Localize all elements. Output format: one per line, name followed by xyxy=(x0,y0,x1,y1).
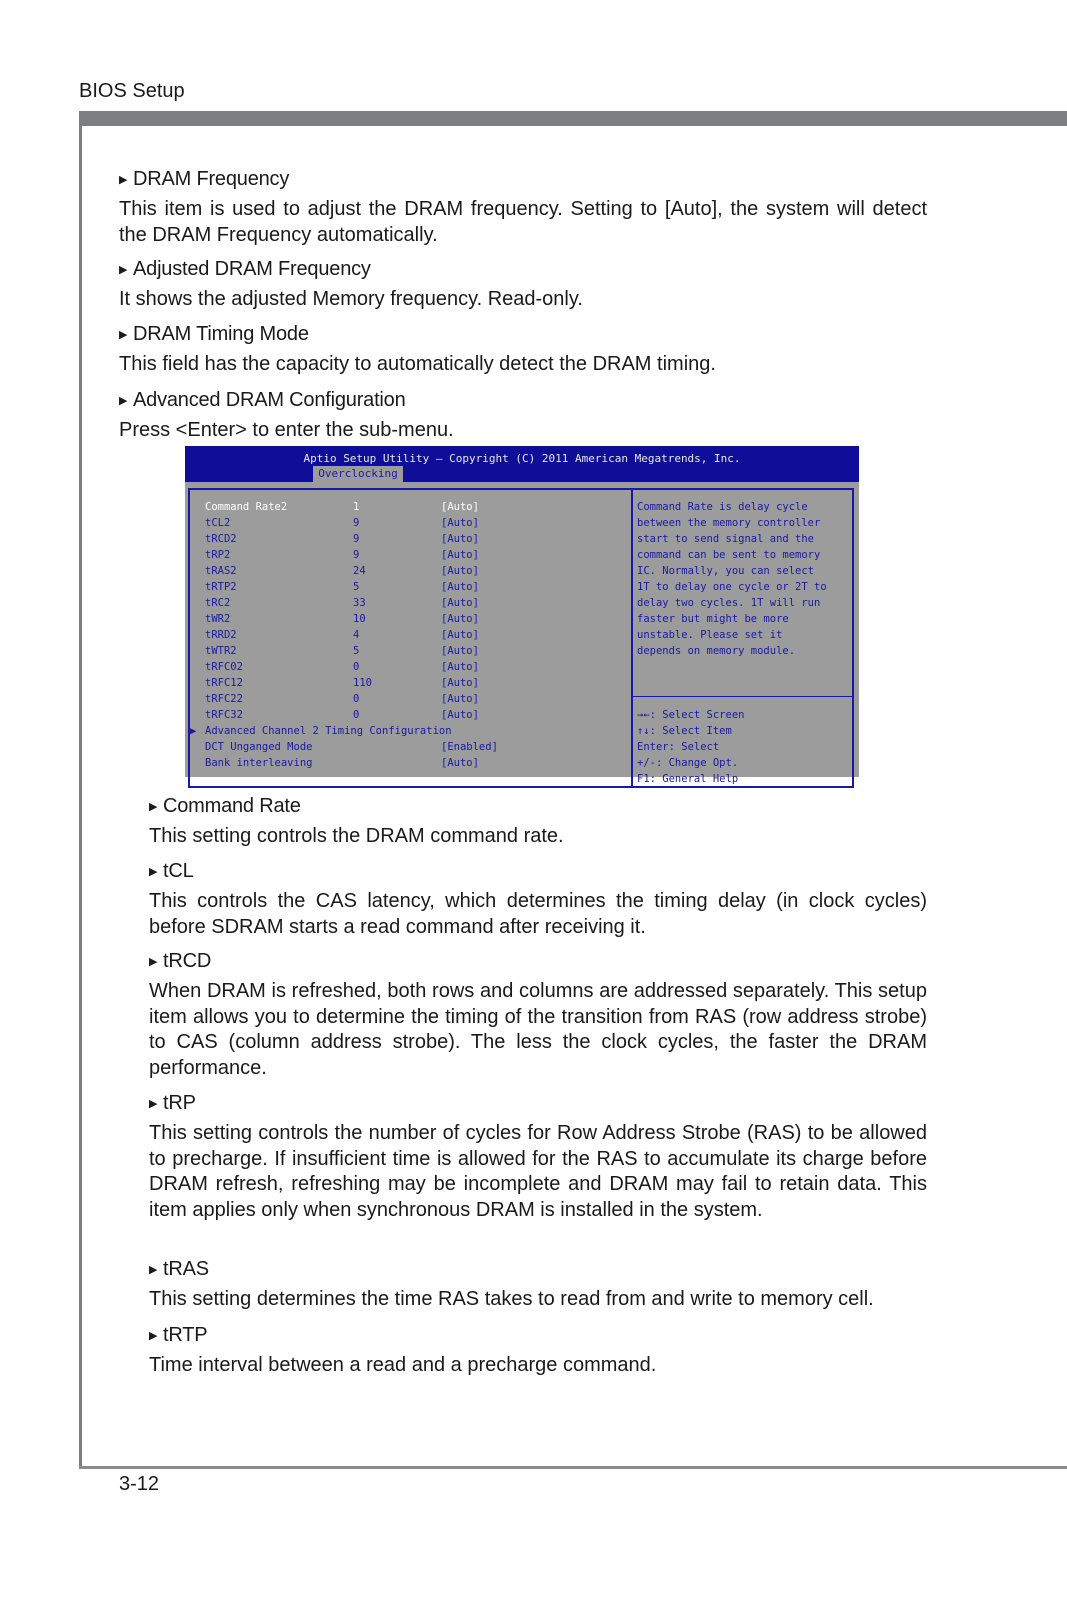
bios-row-trfc32[interactable]: tRFC32 0 [Auto] xyxy=(205,709,479,721)
bios-settings-list xyxy=(185,499,625,771)
key-hint: Enter: Select xyxy=(637,741,720,753)
bios-row-dct-unganged-mode[interactable]: DCT Unganged Mode [Enabled] xyxy=(205,741,498,753)
bios-row-trcd2[interactable]: tRCD2 9 [Auto] xyxy=(205,533,479,545)
bios-row-twtr2[interactable]: tWTR2 5 [Auto] xyxy=(205,645,479,657)
help-line: depends on memory module. xyxy=(637,645,796,657)
bios-row-command-rate2[interactable]: Command Rate2 1 [Auto] xyxy=(205,501,479,513)
bios-key-legend xyxy=(637,707,857,787)
help-line: between the memory controller xyxy=(637,517,821,529)
bios-row-tras2[interactable]: tRAS2 24 [Auto] xyxy=(205,565,479,577)
page-number: 3-12 xyxy=(119,1473,160,1495)
section-body: It shows the adjusted Memory frequency. Read-only. xyxy=(119,288,583,310)
help-line: IC. Normally, you can select xyxy=(637,565,815,577)
bios-tab-overclocking[interactable]: Overclocking xyxy=(313,466,403,482)
section-advanced-dram-configuration xyxy=(119,389,927,444)
help-line: 1T to delay one cycle or 2T to xyxy=(637,581,827,593)
section-tras xyxy=(149,1258,927,1313)
section-body: This field has the capacity to automatically detect the DRAM timing. xyxy=(119,353,716,375)
triangle-bullet-icon: ▶ xyxy=(149,956,158,968)
section-body: This setting controls the number of cycles for Row Address Strobe (RAS) to be allowed to precharge. If insufficient time is allowed for the RAS to accumulate its charge before DRAM refresh, refreshing may be incomplete and DRAM may fail to retain data. This item applies only when synchronous DRAM is installed in the system. xyxy=(149,1122,927,1221)
section-body: Press <Enter> to enter the sub-menu. xyxy=(119,419,454,441)
bios-row-trc2[interactable]: tRC2 33 [Auto] xyxy=(205,597,479,609)
section-heading: ▶ tRCD xyxy=(149,950,212,972)
help-line: start to send signal and the xyxy=(637,533,815,545)
bios-help-separator xyxy=(633,696,853,697)
section-tcl xyxy=(149,860,927,940)
footer-rule xyxy=(79,1466,1067,1469)
section-trp xyxy=(149,1092,927,1223)
bios-row-bank-interleaving[interactable]: Bank interleaving [Auto] xyxy=(205,757,479,769)
section-body: This controls the CAS latency, which determines the timing delay (in clock cycles) before SDRAM starts a read command after receiving it. xyxy=(149,890,927,938)
header-bar xyxy=(79,111,1067,126)
help-line: unstable. Please set it xyxy=(637,629,783,641)
triangle-bullet-icon: ▶ xyxy=(149,1330,158,1342)
section-trcd xyxy=(149,950,927,1081)
bios-title: Aptio Setup Utility – Copyright (C) 2011 American Megatrends, Inc. xyxy=(303,452,741,465)
section-heading: ▶ Advanced DRAM Configuration xyxy=(119,389,406,411)
key-hint: →←: Select Screen xyxy=(637,709,745,721)
section-trtp xyxy=(149,1324,927,1379)
bios-row-trfc22[interactable]: tRFC22 0 [Auto] xyxy=(205,693,479,705)
triangle-bullet-icon: ▶ xyxy=(119,329,128,341)
key-hint: ↑↓: Select Item xyxy=(637,725,732,737)
key-hint: F1: General Help xyxy=(637,773,739,785)
bios-title-bar xyxy=(185,446,859,482)
key-hint: +/-: Change Opt. xyxy=(637,757,739,769)
help-line: faster but might be more xyxy=(637,613,789,625)
left-margin-rule xyxy=(79,111,82,1469)
triangle-bullet-icon: ▶ xyxy=(149,801,158,813)
triangle-bullet-icon: ▶ xyxy=(149,1098,158,1110)
bios-row-trfc12[interactable]: tRFC12 110 [Auto] xyxy=(205,677,479,689)
bios-row-trp2[interactable]: tRP2 9 [Auto] xyxy=(205,549,479,561)
submenu-arrow-icon: ▶ xyxy=(190,725,197,737)
section-heading: ▶ Adjusted DRAM Frequency xyxy=(119,258,371,280)
bios-row-tcl2[interactable]: tCL2 9 [Auto] xyxy=(205,517,479,529)
triangle-bullet-icon: ▶ xyxy=(119,264,128,276)
bios-divider xyxy=(631,488,633,788)
section-heading: ▶ tCL xyxy=(149,860,194,882)
bios-row-twr2[interactable]: tWR2 10 [Auto] xyxy=(205,613,479,625)
help-line: Command Rate is delay cycle xyxy=(637,501,808,513)
triangle-bullet-icon: ▶ xyxy=(119,395,128,407)
help-line: command can be sent to memory xyxy=(637,549,821,561)
section-heading: ▶ DRAM Frequency xyxy=(119,168,290,190)
help-line: delay two cycles. 1T will run xyxy=(637,597,821,609)
bios-screenshot xyxy=(185,446,859,785)
section-heading: ▶ Command Rate xyxy=(149,795,301,817)
bios-row-trtp2[interactable]: tRTP2 5 [Auto] xyxy=(205,581,479,593)
bios-help-text xyxy=(637,499,857,659)
section-command-rate xyxy=(149,795,927,850)
section-heading: ▶ tRTP xyxy=(149,1324,208,1346)
bios-row-trfc02[interactable]: tRFC02 0 [Auto] xyxy=(205,661,479,673)
section-dram-timing-mode xyxy=(119,323,927,378)
section-dram-frequency xyxy=(119,168,927,248)
triangle-bullet-icon: ▶ xyxy=(119,174,128,186)
section-heading: ▶ DRAM Timing Mode xyxy=(119,323,309,345)
triangle-bullet-icon: ▶ xyxy=(149,866,158,878)
triangle-bullet-icon: ▶ xyxy=(149,1264,158,1276)
section-body: Time interval between a read and a precharge command. xyxy=(149,1354,657,1376)
section-heading: ▶ tRAS xyxy=(149,1258,209,1280)
section-heading: ▶ tRP xyxy=(149,1092,196,1114)
section-body: This item is used to adjust the DRAM frequency. Setting to [Auto], the system will detect the DRAM Frequency automatically. xyxy=(119,198,927,246)
section-body: When DRAM is refreshed, both rows and columns are addressed separately. This setup item allows you to determine the timing of the transition from RAS (row address strobe) to CAS (column address strobe). The less the clock cycles, the faster the DRAM performance. xyxy=(149,980,927,1079)
section-body: This setting determines the time RAS takes to read from and write to memory cell. xyxy=(149,1288,874,1310)
section-adjusted-dram-frequency xyxy=(119,258,927,313)
bios-row-trrd2[interactable]: tRRD2 4 [Auto] xyxy=(205,629,479,641)
section-body: This setting controls the DRAM command rate. xyxy=(149,825,564,847)
page-header-title: BIOS Setup xyxy=(79,80,185,102)
bios-submenu-advanced-channel-2[interactable]: ▶ Advanced Channel 2 Timing Configuration xyxy=(190,725,452,737)
